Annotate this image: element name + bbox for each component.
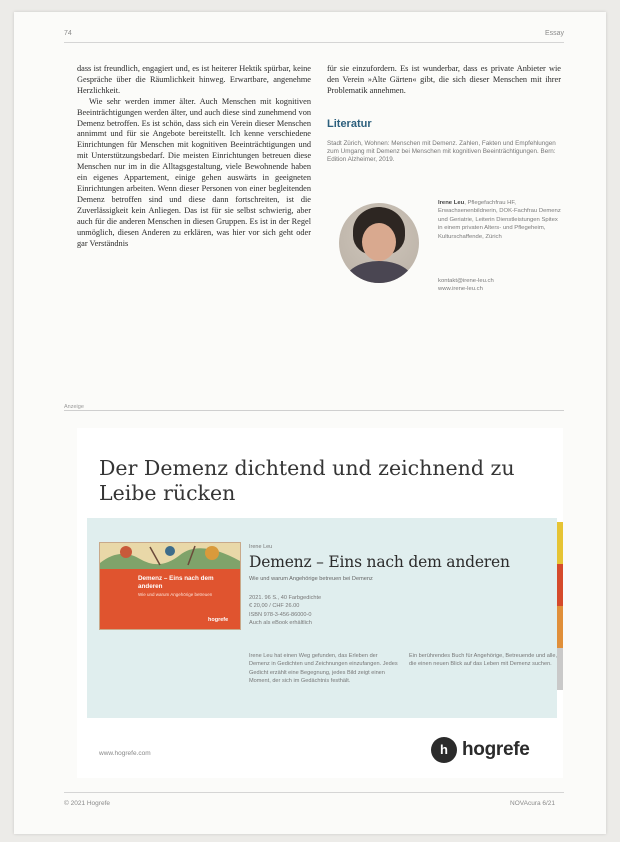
ad-description: Irene Leu hat einen Weg gefunden, das Erleben der Demenz in Gedichten und Zeichnungen einzufangen. Jedes Gedicht erzählt eine Begegnung, jedes Bild zeigt einen Moment, der sich im Gedächtnis festhält. bbox=[249, 653, 398, 684]
author-bio: Irene Leu, Pflegefachfrau HF, Erwachsenenbildnerin, DOK-Fachfrau Demenz und Geriatrie, Leiterin Dienstleistungen Spitex in einem privaten Alters- und Pflegeheim, Kulturschaffende, Zürich bbox=[438, 200, 561, 240]
header-rule bbox=[64, 42, 564, 43]
ad-color-stripes bbox=[557, 522, 563, 690]
book-publisher: hogrefe bbox=[208, 617, 229, 623]
book-cover[interactable] bbox=[99, 542, 241, 630]
ad-description: Ein berührendes Buch für Angehörige, Betreuende und alle, die einen neuen Blick auf das Leben mit Demenz suchen. bbox=[409, 653, 558, 668]
detail-line: 2021. 96 S., 40 Farbgedichte bbox=[249, 595, 322, 601]
issue-label: NOVAcura 6/21 bbox=[510, 800, 556, 807]
ad-author: Irene Leu bbox=[249, 544, 273, 550]
ad-book-title[interactable]: Demenz – Eins nach dem anderen bbox=[249, 553, 510, 571]
author-website[interactable]: www.irene-leu.ch bbox=[438, 286, 483, 293]
paragraph: dass ist freundlich, engagiert und, es ist heiterer Hektik spürbar, keine Gespräche über die Räumlichkeit hinweg. Erwartbare, angenehme Herzlichkeit. bbox=[77, 64, 311, 95]
hogrefe-logo-text: hogrefe bbox=[462, 739, 530, 760]
ad-book-details bbox=[249, 594, 321, 627]
author-name: Irene Leu bbox=[438, 200, 465, 206]
stripe bbox=[557, 606, 563, 648]
detail-line: € 20,00 / CHF 26.00 bbox=[249, 603, 300, 610]
copyright: © 2021 Hogrefe bbox=[64, 800, 110, 807]
stripe bbox=[557, 648, 563, 690]
author-email[interactable]: kontakt@irene-leu.ch bbox=[438, 278, 494, 284]
left-column bbox=[77, 64, 311, 249]
literature-heading: Literatur bbox=[327, 117, 372, 130]
advertisement bbox=[77, 428, 563, 778]
page-number: 74 bbox=[64, 30, 72, 37]
hogrefe-logo-icon: h bbox=[431, 737, 457, 763]
ad-book-subtitle: Wie und warum Angehörige betreuen bei Demenz bbox=[249, 576, 373, 582]
detail-line: Auch als eBook erhältlich bbox=[249, 619, 312, 626]
author-description: Pflegefachfrau HF, Erwachsenenbildnerin, DOK-Fachfrau Demenz und Geriatrie, Leiterin Dienstleistungen Spitex in einem privaten Alters- und Pflegeheim, Kulturschaffende, Zürich bbox=[438, 200, 561, 240]
detail-line: ISBN 978-3-456-86000-0 bbox=[249, 611, 312, 618]
paragraph: für sie einzufordern. Es ist wunderbar, dass es private Anbieter wie den Verein »Alte Gärten« gibt, die sich dieser Menschen mit ihrer Problematik annehmen. bbox=[327, 64, 561, 95]
ad-label: Anzeige bbox=[64, 404, 84, 410]
book-title: Demenz – Eins nach dem anderen bbox=[138, 575, 214, 590]
literature-entry: Stadt Zürich, Wohnen: Menschen mit Demenz. Zahlen, Fakten und Empfehlungen zum Umgang mit Demenz bei Menschen mit kognitiven Beeinträchtigungen. Bern: Edition Alzheimer, 2019. bbox=[327, 139, 556, 163]
stripe bbox=[557, 522, 563, 564]
book-subtitle: Wie und warum Angehörige betreuen bbox=[138, 592, 213, 597]
section-label: Essay bbox=[545, 30, 565, 37]
stripe bbox=[557, 564, 563, 606]
book-cover-band bbox=[100, 569, 240, 629]
ad-panel bbox=[87, 518, 557, 718]
ad-rule bbox=[64, 410, 564, 411]
book-art-illustration bbox=[100, 543, 240, 569]
right-column bbox=[327, 64, 561, 164]
ad-headline: Der Demenz dichtend und zeichnend zu Leibe rücken bbox=[99, 456, 515, 505]
footer-rule bbox=[64, 792, 564, 793]
author-photo bbox=[339, 203, 419, 283]
ad-url[interactable]: www.hogrefe.com bbox=[99, 750, 151, 757]
paragraph: Wie sehr werden immer älter. Auch Menschen mit kognitiven Beeinträchtigungen werden älter, und auch diese sind zunehmend von Demenz betroffen. Es ist schön, dass sich ein Verein dieser Menschen annimmt und für sie Angebote bereitstellt. Ich kenne verschiedene Einrichtungen für Menschen mit kognitiven Beeinträchtigungen und mit Unterstützungsbedarf. Die meisten Einrichtungen betreuen diese Menschen nur im in die Alltagsgestaltung, viele Bewohnende haben ein eigenes Appartement, einige gehen auswärts in geeigneten Einrichtungen arbeiten. Wenn dieser Personen von einer begleitenden Demenz betroffen sind und diese dann fortschreiten, ist die Zuverlässigkeit kein Anliegen. Das ist für sie selbst schwierig, aber auch für die anderen Menschen in diesen Gruppen. Es ist in der Regel unmöglich, diesen Anderen zu erklären, was hier vor sich geht oder gar Verständnis bbox=[77, 96, 311, 248]
author-contact bbox=[438, 277, 563, 294]
